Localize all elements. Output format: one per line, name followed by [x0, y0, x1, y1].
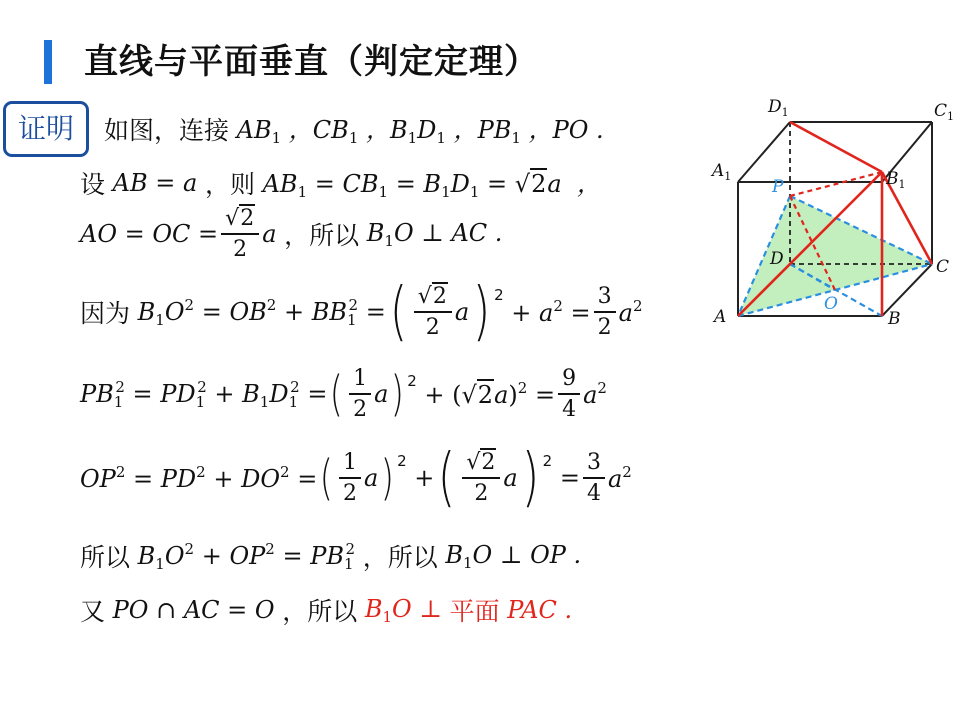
conclude-text: ，所以	[284, 221, 360, 250]
label-b1: $B_1$	[886, 169, 906, 191]
label-a1: $A_1$	[712, 161, 732, 183]
proof-line-6: $OP^2 = PD^2 + DO^2$ = ( $\frac{1}{2}$ a ) 2 + ( $\frac{√2}{2}$ a ) 2 = $\frac{3}{4}$ $a^2$	[80, 441, 632, 515]
label-d1: $D_1$	[768, 97, 789, 119]
label-o: O	[824, 294, 838, 314]
title-accent-bar	[44, 40, 52, 84]
connect-text: 如图，连接	[104, 115, 230, 145]
proof-line-2: 设 AB = a ，则 $AB_1 = CB_1 = B_1D_1 = √2a$ ，	[80, 164, 601, 201]
so-text: 所以	[80, 543, 131, 572]
proof-line-1	[104, 110, 604, 147]
slide-title: 直线与平面垂直（判定定理）	[84, 42, 539, 82]
proof-label: 证明	[3, 101, 89, 157]
label-c1: $C_1$	[934, 101, 955, 123]
label-c: C	[936, 257, 950, 277]
plane-text: 平面	[449, 597, 500, 626]
so-text-3: ，所以	[282, 597, 358, 626]
also-text: 又	[80, 597, 106, 626]
label-p: P	[772, 177, 784, 197]
proof-line-4: 因为 $B_1O^2 = OB^2 + BB_1^2$ = ( $\frac{√2}{2}$ a ) 2 + $a^2$ = $\frac{3}{2}$ $a^2$	[80, 275, 643, 349]
so-text-2: ，所以	[362, 543, 438, 572]
conclusion: $B_1O$ ⊥	[357, 594, 442, 626]
because-text: 因为	[80, 299, 131, 328]
label-d: D	[770, 249, 784, 269]
math-segments: $AB_1$ ，$CB_1$ ，$B_1D_1$ ，$PB_1$ ，PO .	[229, 116, 604, 147]
then-text: ，则	[204, 169, 255, 199]
label-a: A	[714, 307, 727, 327]
fraction: $\frac{√2}{2}$	[221, 206, 259, 262]
proof-line-8: 又 PO ∩ AC = O ，所以 $B_1O$ ⊥ 平面 PAC .	[80, 592, 572, 628]
proof-line-7: 所以 $B_1O^2 + OP^2 = PB_1^2$ ，所以 $B_1O$ ⊥ OP .	[80, 539, 582, 573]
label-b: B	[888, 309, 901, 329]
set-text: 设	[80, 169, 106, 199]
proof-line-5: $PB_1^2 = PD_1^2 + B_1D_1^2$ = ( $\frac{1}{2}$ a ) 2 + $(√2a)^2$ = $\frac{9}{4}$ $a^2$	[80, 366, 607, 422]
proof-line-3: AO = OC = $\frac{√2}{2}$ a ，所以 $B_1O$ ⊥ AC .	[80, 206, 503, 262]
cube-figure	[700, 92, 960, 332]
